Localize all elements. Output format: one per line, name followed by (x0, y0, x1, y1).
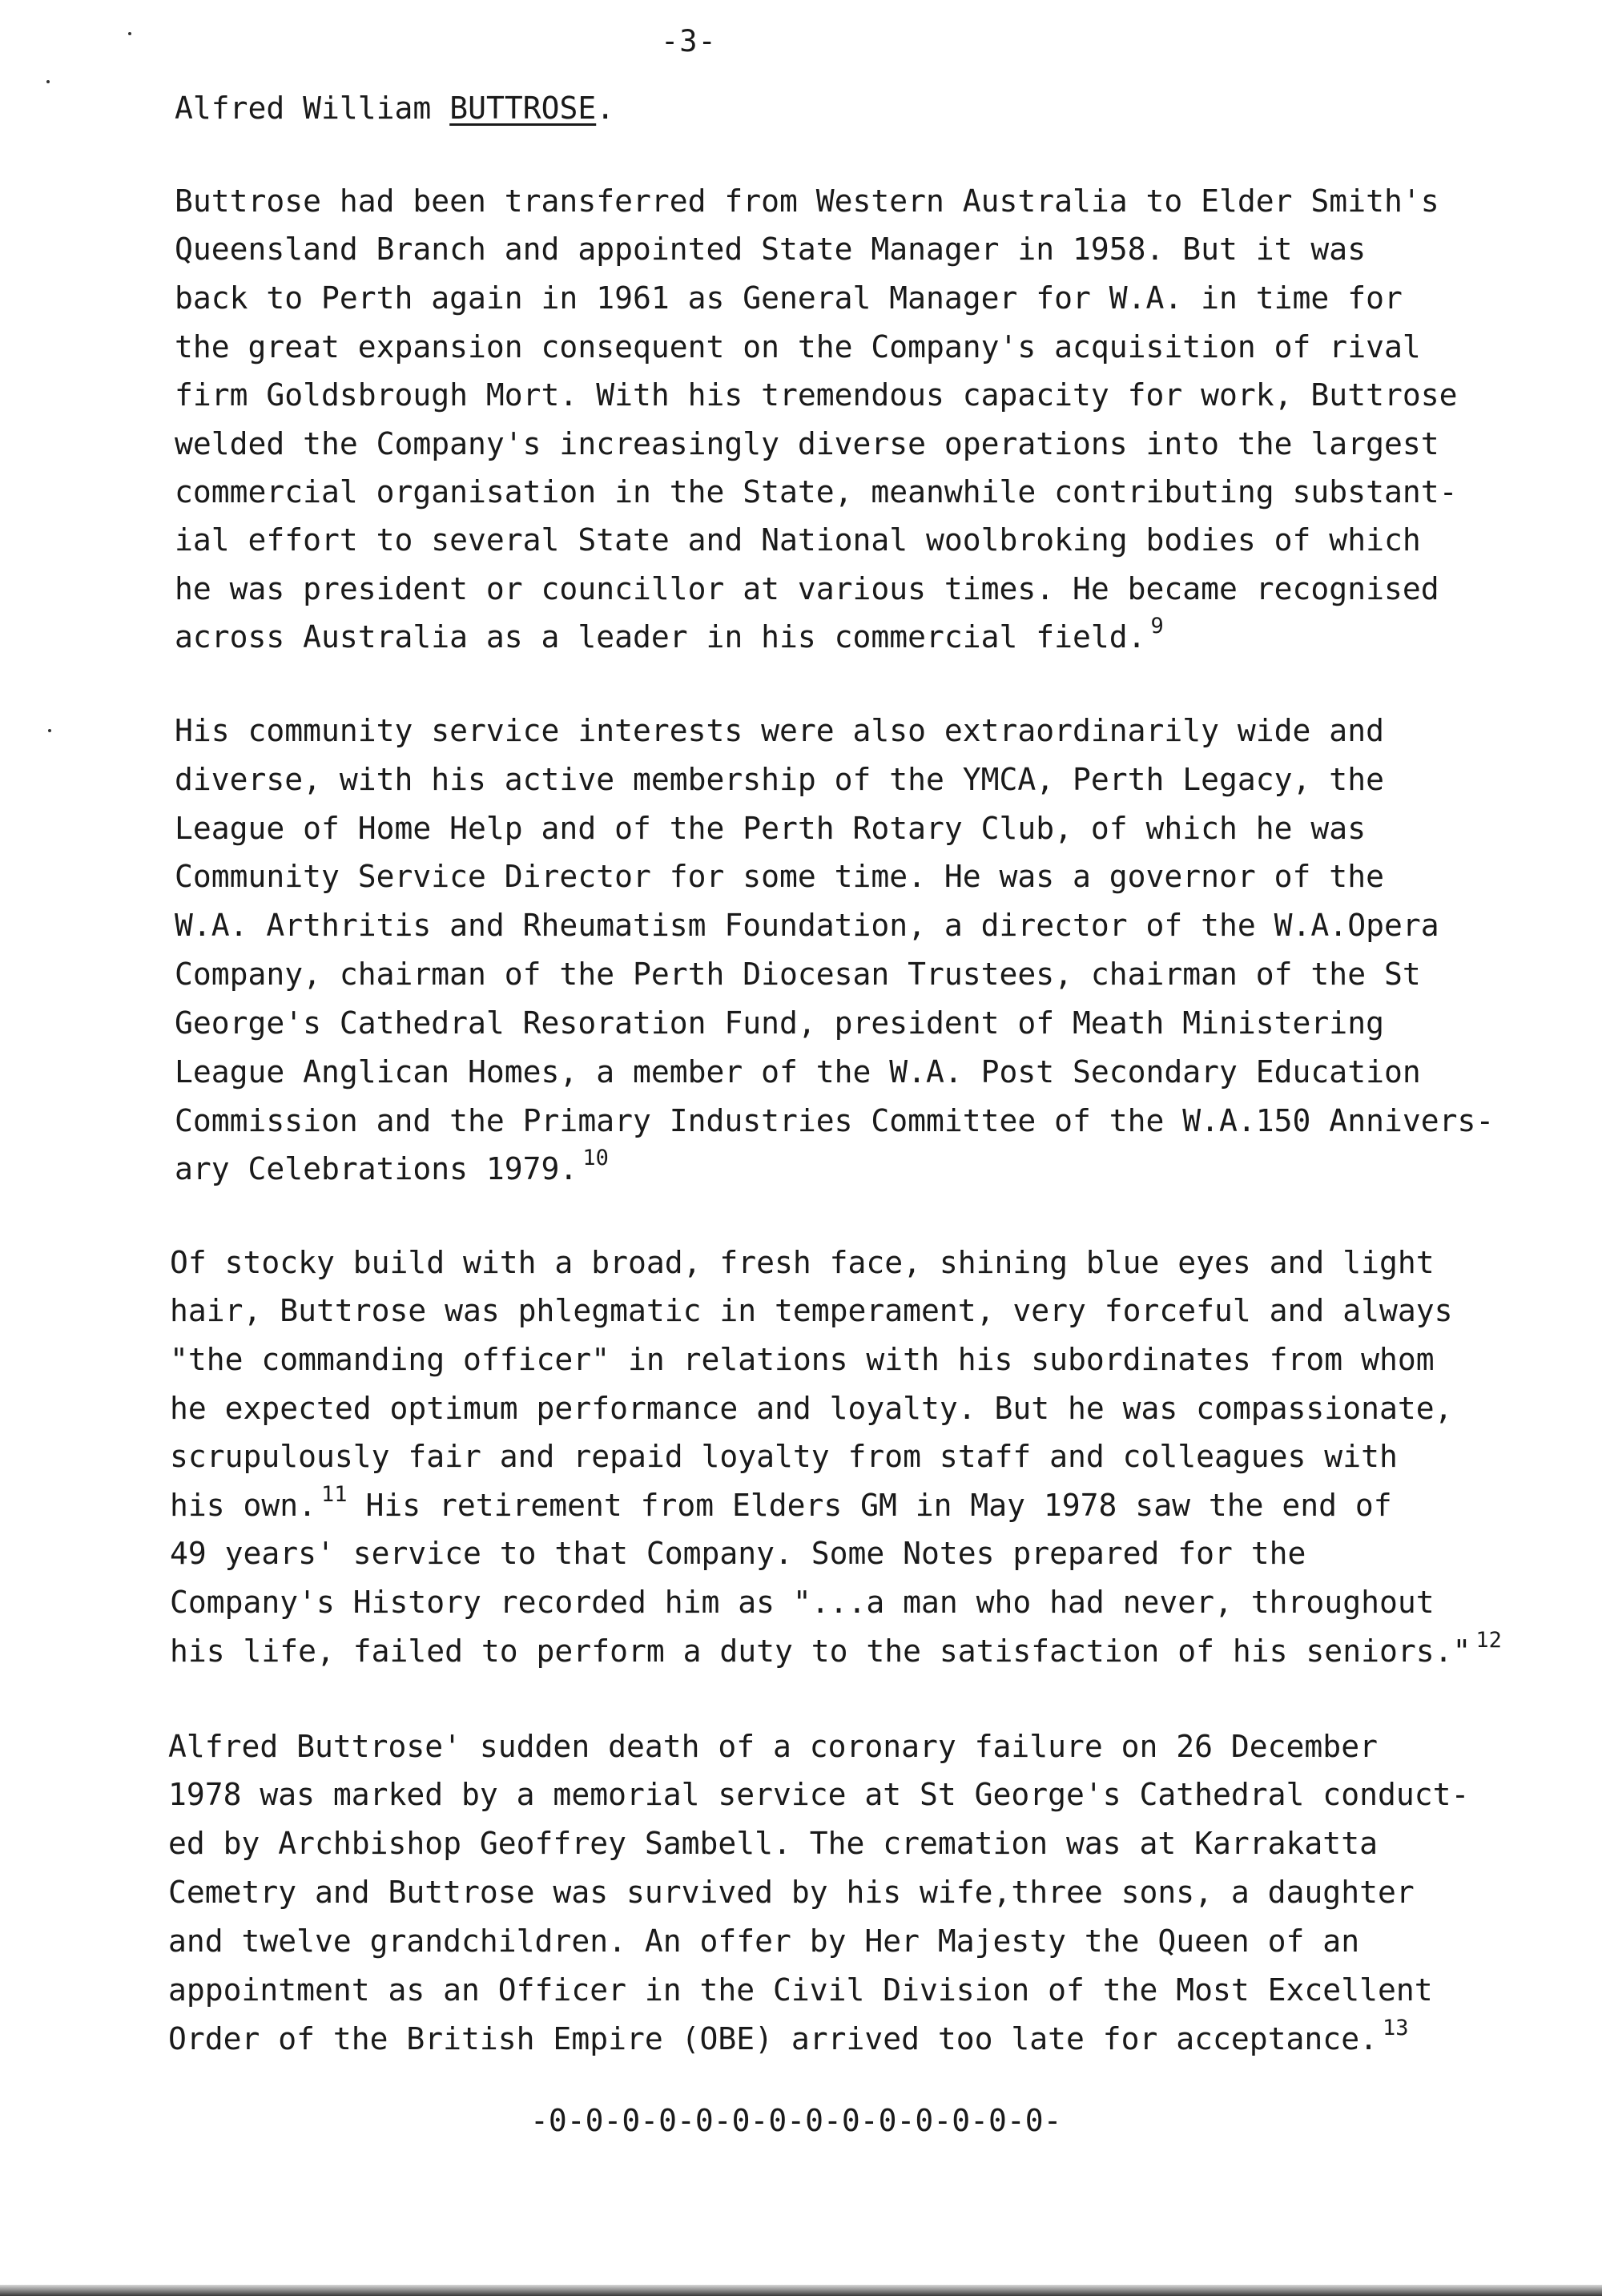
text-line: ed by Archbishop Geoffrey Sambell. The cremation was at Karrakatta (168, 1826, 1378, 1861)
line-text: His retirement from Elders GM in May 1978 saw the end of (365, 1488, 1392, 1523)
text-line: George's Cathedral Resoration Fund, president of Meath Ministering (175, 1005, 1384, 1041)
text-line: Of stocky build with a broad, fresh face, shining blue eyes and light (170, 1245, 1435, 1280)
text-line: he expected optimum performance and loyalty. But he was compassionate, (170, 1391, 1453, 1426)
text-line: Community Service Director for some time. He was a governor of the (175, 859, 1384, 894)
title-given-names: Alfred William (175, 91, 432, 126)
text-line: and twelve grandchildren. An offer by Her Majesty the Queen of an (168, 1923, 1360, 1959)
text-line: hair, Buttrose was phlegmatic in temperament, very forceful and always (170, 1293, 1453, 1328)
page-number: -3- (661, 24, 717, 58)
text-line: the great expansion consequent on the Company's acquisition of rival (175, 329, 1421, 365)
footnote-ref: 9 (1150, 614, 1164, 638)
text-line: League of Home Help and of the Perth Rotary Club, of which he was (175, 811, 1367, 846)
text-line: Buttrose had been transferred from Western Australia to Elder Smith's (175, 183, 1439, 219)
text-line (170, 1628, 1502, 1669)
line-text: ary Celebrations 1979. (175, 1151, 578, 1186)
text-line: Commission and the Primary Industries Committee of the W.A.150 Annivers- (175, 1103, 1495, 1138)
title-surname: BUTTROSE (449, 91, 597, 126)
text-line (170, 1482, 1392, 1523)
text-line: Company's History recorded him as "...a man who had never, throughout (170, 1585, 1435, 1620)
text-line: back to Perth again in 1961 as General Manager for W.A. in time for (175, 280, 1403, 316)
text-line: 1978 was marked by a memorial service at St George's Cathedral conduct- (168, 1777, 1470, 1812)
text-line: League Anglican Homes, a member of the W.A. Post Secondary Education (175, 1054, 1421, 1090)
text-line (168, 2016, 1409, 2056)
text-line: 49 years' service to that Company. Some Notes prepared for the (170, 1536, 1306, 1571)
scan-bottom-edge (0, 2285, 1602, 2296)
scan-speck (46, 80, 50, 83)
page-title (175, 91, 614, 126)
text-line: Cemetry and Buttrose was survived by his wife,three sons, a daughter (168, 1875, 1415, 1910)
line-text: across Australia as a leader in his commercial field. (175, 619, 1146, 655)
text-line: Alfred Buttrose' sudden death of a coronary failure on 26 December (168, 1729, 1378, 1764)
scan-speck (128, 32, 131, 35)
text-line (175, 614, 1164, 655)
footnote-ref: 12 (1475, 1628, 1502, 1653)
footnote-ref: 10 (582, 1146, 609, 1170)
text-line: he was president or councillor at various times. He became recognised (175, 571, 1439, 606)
footnote-ref: 11 (321, 1482, 348, 1507)
text-line: firm Goldsbrough Mort. With his tremendous capacity for work, Buttrose (175, 377, 1458, 413)
text-line (175, 1146, 609, 1186)
text-line: welded the Company's increasingly diverse operations into the largest (175, 426, 1439, 461)
text-line: diverse, with his active membership of the YMCA, Perth Legacy, the (175, 762, 1384, 797)
text-line: His community service interests were also extraordinarily wide and (175, 713, 1384, 748)
text-line: ial effort to several State and National woolbroking bodies of which (175, 522, 1421, 558)
text-line: W.A. Arthritis and Rheumatism Foundation, a director of the W.A.Opera (175, 908, 1439, 943)
scan-speck (48, 729, 51, 732)
text-line: scrupulously fair and repaid loyalty from staff and colleagues with (170, 1439, 1398, 1474)
text-line: commercial organisation in the State, meanwhile contributing substant- (175, 474, 1458, 510)
line-text: his own. (170, 1488, 317, 1523)
text-line: Queensland Branch and appointed State Manager in 1958. But it was (175, 232, 1367, 267)
line-text: Order of the British Empire (OBE) arrived too late for acceptance. (168, 2021, 1378, 2056)
text-line: "the commanding officer" in relations with his subordinates from whom (170, 1342, 1435, 1377)
title-period: . (596, 91, 615, 126)
footnote-ref: 13 (1382, 2016, 1409, 2040)
text-line: Company, chairman of the Perth Diocesan Trustees, chairman of the St (175, 957, 1421, 992)
line-text: his life, failed to perform a duty to the satisfaction of his seniors." (170, 1633, 1471, 1669)
text-line: appointment as an Officer in the Civil Division of the Most Excellent (168, 1972, 1433, 2008)
section-divider: -0-0-0-0-0-0-0-0-0-0-0-0-0-0- (530, 2103, 1062, 2138)
